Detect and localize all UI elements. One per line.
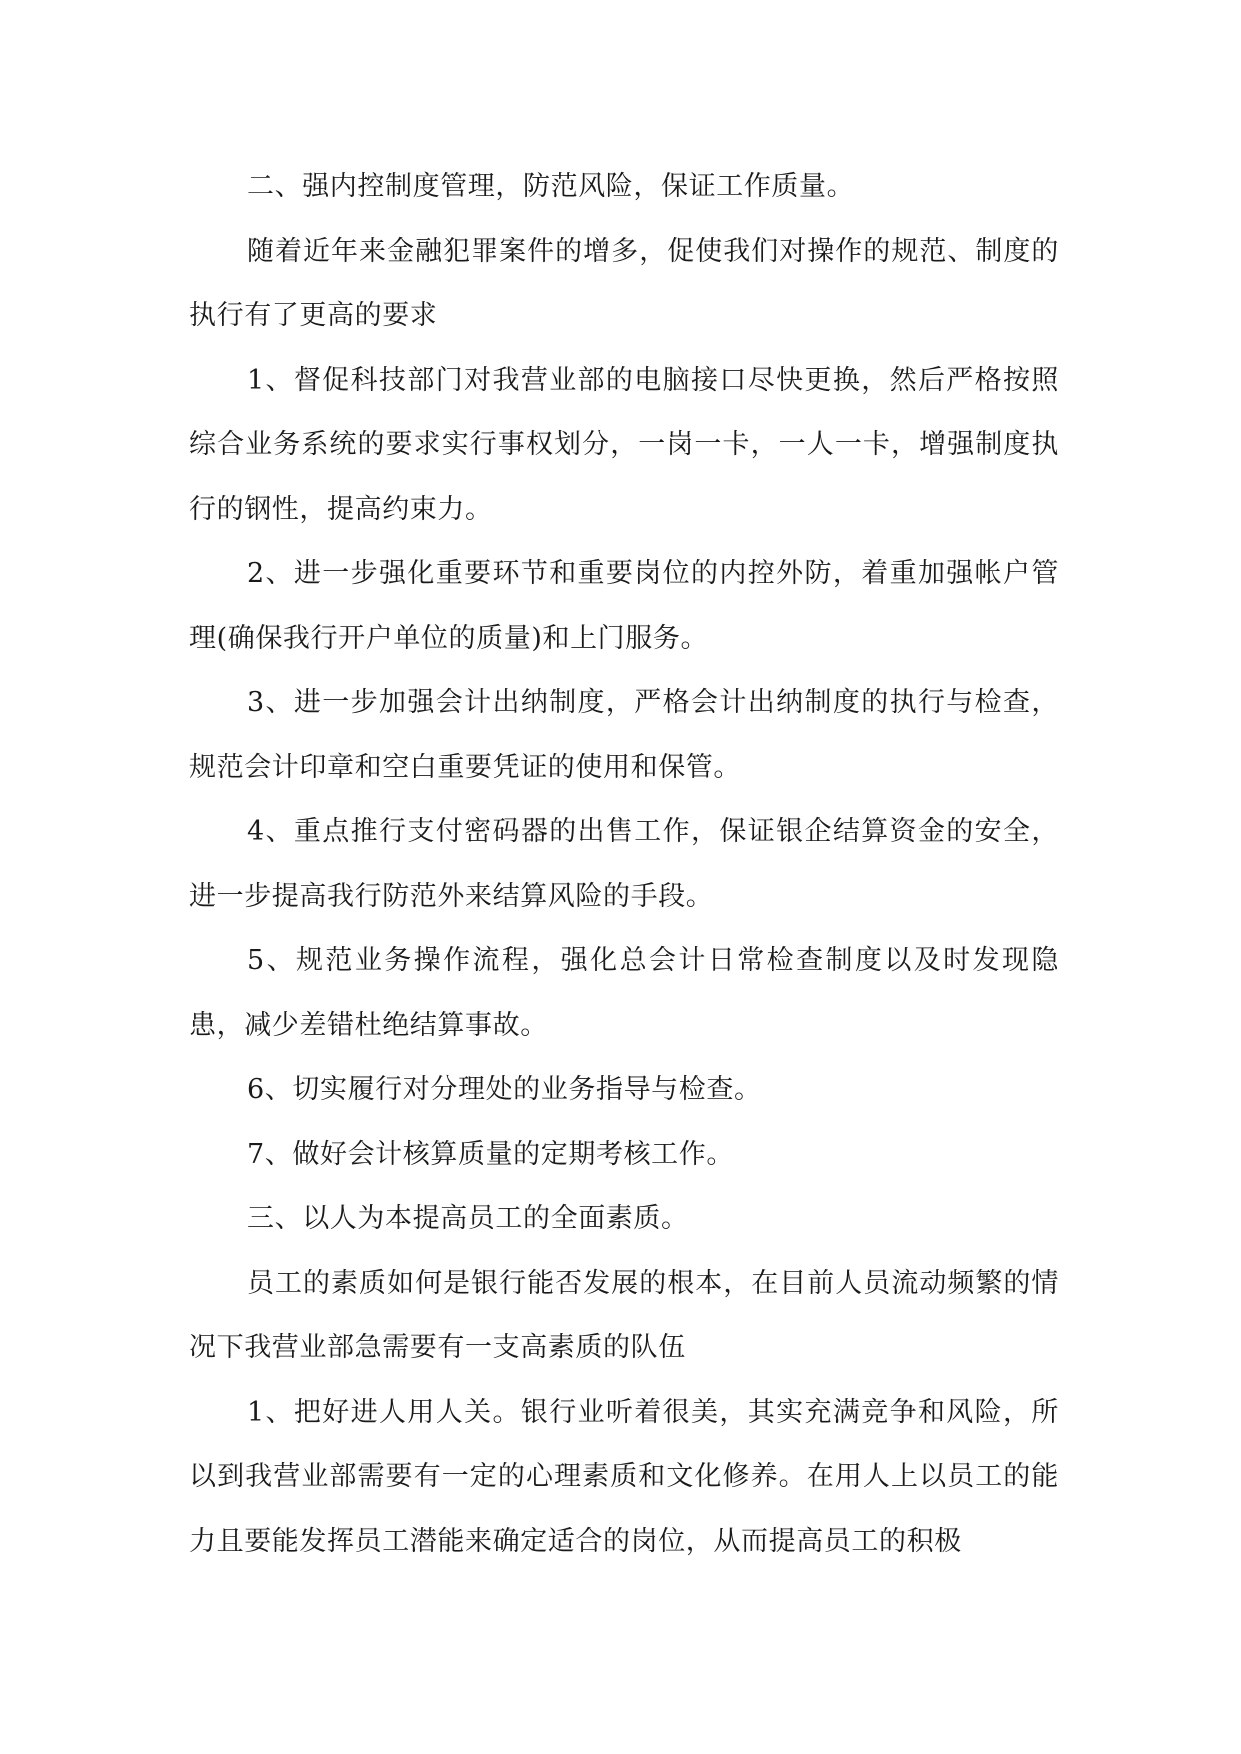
list-item-7: 7、做好会计核算质量的定期考核工作。 xyxy=(247,1138,734,1170)
list-item-5: 5、规范业务操作流程，强化总会计日常检查制度以及时发现隐患，减少差错杜绝结算事故。 xyxy=(189,945,1059,1041)
paragraph-intro-risk: 随着近年来金融犯罪案件的增多，促使我们对操作的规范、制度的执行有了更高的要求 xyxy=(189,235,1059,331)
list-item-6: 6、切实履行对分理处的业务指导与检查。 xyxy=(247,1074,762,1105)
paragraph-intro-staff: 员工的素质如何是银行能否发展的根本，在目前人员流动频繁的情况下我营业部急需要有一支高素质的队伍 xyxy=(189,1267,1059,1363)
list-item-4: 4、重点推行支付密码器的出售工作，保证银企结算资金的安全，进一步提高我行防范外来结算风险的手段。 xyxy=(189,816,1059,912)
list-item-2: 2、进一步强化重要环节和重要岗位的内控外防，着重加强帐户管理(确保我行开户单位的质量)和上门服务。 xyxy=(189,558,1059,654)
list-item-staff-1: 1、把好进人用人关。银行业听着很美，其实充满竞争和风险，所以到我营业部需要有一定的心理素质和文化修养。在用人上以员工的能力且要能发挥员工潜能来确定适合的岗位，从而提高员工的积极 xyxy=(189,1396,1059,1557)
document-body xyxy=(189,155,1059,1574)
heading-section-two: 二、强内控制度管理，防范风险，保证工作质量。 xyxy=(247,171,855,202)
list-item-3: 3、进一步加强会计出纳制度，严格会计出纳制度的执行与检查，规范会计印章和空白重要凭证的使用和保管。 xyxy=(189,687,1059,783)
heading-section-three: 三、以人为本提高员工的全面素质。 xyxy=(247,1203,689,1234)
list-item-1: 1、督促科技部门对我营业部的电脑接口尽快更换，然后严格按照综合业务系统的要求实行事权划分，一岗一卡，一人一卡，增强制度执行的钢性，提高约束力。 xyxy=(189,364,1059,525)
